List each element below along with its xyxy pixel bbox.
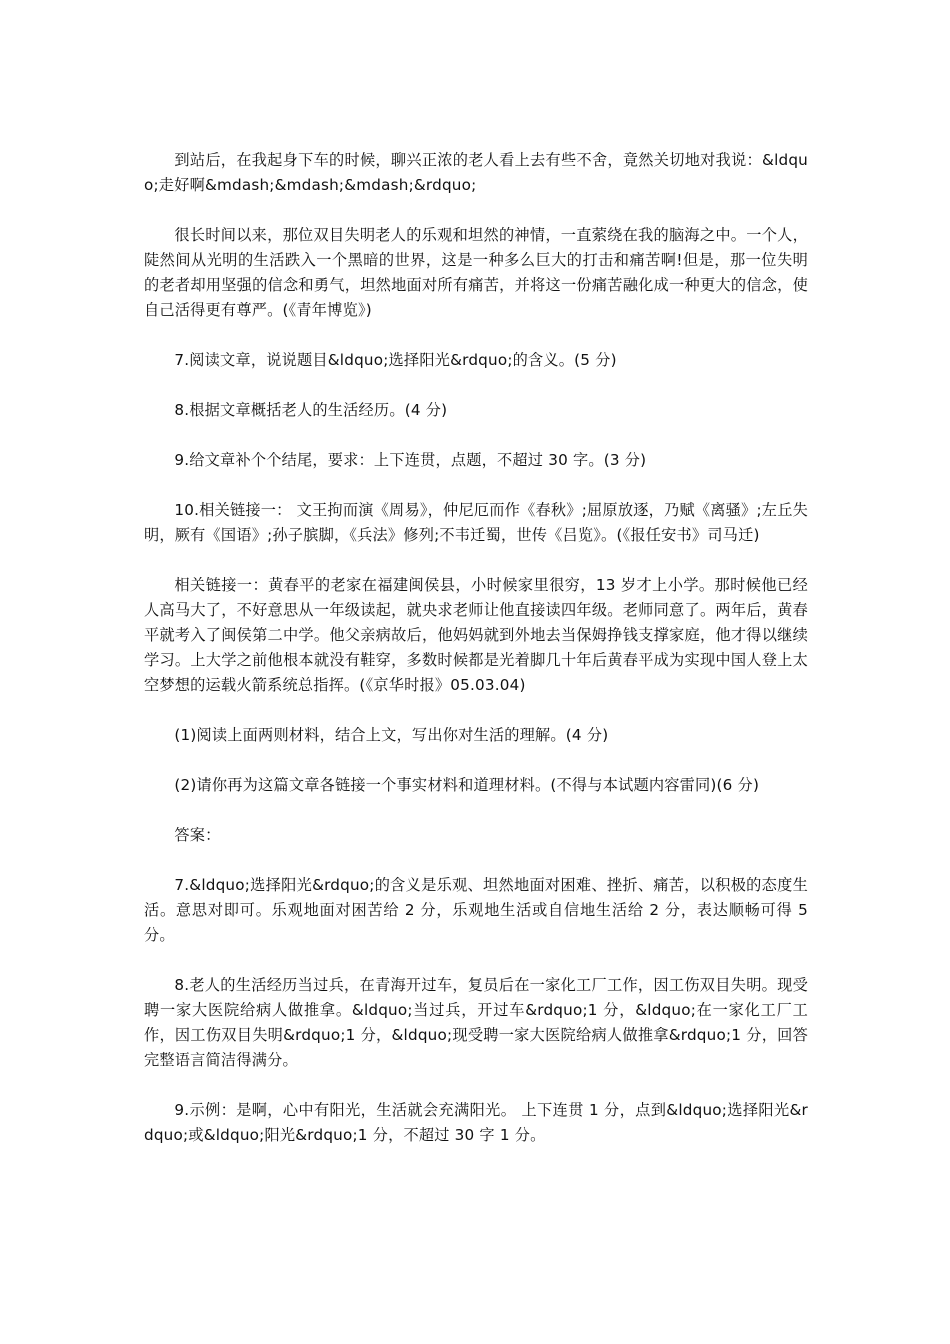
paragraph-farewell: 到站后，在我起身下车的时候，聊兴正浓的老人看上去有些不舍，竟然关切地对我说：&ldquo;走好啊&mdash;&mdash;&mdash;&rdquo;: [144, 151, 808, 194]
answers-heading: 答案：: [174, 826, 221, 844]
question-10-link-two: 相关链接一：黄春平的老家在福建闽侯县，小时候家里很穷，13 岁才上小学。那时候他已经人高马大了，不好意思从一年级读起，就央求老师让他直接读四年级。老师同意了。两年后，黄春平就考入了闽侯第二中学。他父亲病故后，他妈妈就到外地去当保姆挣钱支撑家庭，他才得以继续学习。上大学之前他根本就没有鞋穿，多数时候都是光着脚几十年后黄春平成为实现中国人登上太空梦想的运载火箭系统总指挥。(《京华时报》05.03.04): [144, 576, 808, 694]
question-10-part-1: (1)阅读上面两则材料，结合上文，写出你对生活的理解。(4 分): [174, 726, 609, 744]
question-9: 9.给文章补个个结尾，要求：上下连贯，点题，不超过 30 字。(3 分): [174, 451, 647, 469]
answer-7: 7.&ldquo;选择阳光&rdquo;的含义是乐观、坦然地面对困难、挫折、痛苦，以积极的态度生活。意思对即可。乐观地面对困苦给 2 分，乐观地生活或自信地生活给 2 分，表达顺畅可得 5 分。: [144, 876, 808, 944]
question-8: 8.根据文章概括老人的生活经历。(4 分): [174, 401, 448, 419]
question-7: 7.阅读文章，说说题目&ldquo;选择阳光&rdquo;的含义。(5 分): [174, 351, 617, 369]
question-10-link-one: 10.相关链接一： 文王拘而演《周易》，仲尼厄而作《春秋》;屈原放逐，乃赋《离骚》;左丘失明，厥有《国语》;孙子膑脚，《兵法》修列;不韦迁蜀，世传《吕览》。(《报任安书》司马迁): [144, 501, 808, 544]
question-10-part-2: (2)请你再为这篇文章各链接一个事实材料和道理材料。(不得与本试题内容雷同)(6 分): [174, 776, 760, 794]
answer-9: 9.示例：是啊，心中有阳光，生活就会充满阳光。 上下连贯 1 分，点到&ldquo;选择阳光&rdquo;或&ldquo;阳光&rdquo;1 分，不超过 30 字 1 分。: [144, 1101, 808, 1144]
paragraph-reflection: 很长时间以来，那位双目失明老人的乐观和坦然的神情，一直萦绕在我的脑海之中。一个人，陡然间从光明的生活跌入一个黑暗的世界，这是一种多么巨大的打击和痛苦啊!但是，那一位失明的老者却用坚强的信念和勇气，坦然地面对所有痛苦，并将这一份痛苦融化成一种更大的信念，使自己活得更有尊严。(《青年博览》): [144, 226, 808, 319]
answer-8: 8.老人的生活经历当过兵，在青海开过车，复员后在一家化工厂工作，因工伤双目失明。现受聘一家大医院给病人做推拿。&ldquo;当过兵，开过车&rdquo;1 分，&ldquo;在一家化工厂工作，因工伤双目失明&rdquo;1 分，&ldquo;现受聘一家大医院给病人做推拿&rdquo;1 分，回答完整语言简洁得满分。: [144, 976, 808, 1069]
document-page: [144, 148, 808, 1148]
